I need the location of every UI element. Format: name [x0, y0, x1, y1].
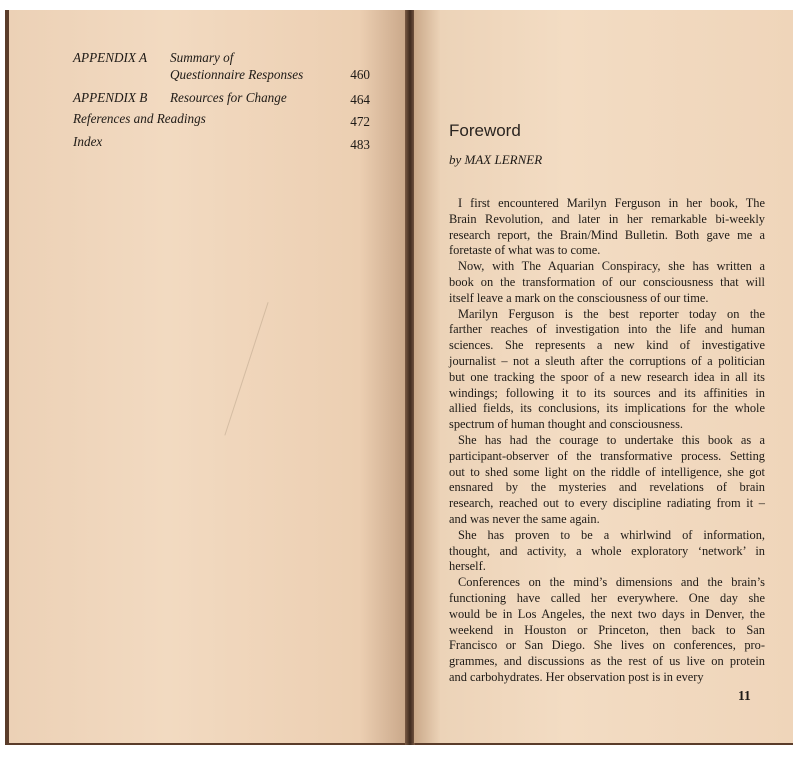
paragraph [449, 196, 765, 259]
paragraph [449, 528, 765, 575]
text-line: She has proven to be a whirlwind of information, [458, 527, 765, 542]
text-line: windings; following it to its sources and its affinities in [449, 385, 765, 400]
page-number: 11 [738, 688, 751, 703]
contents-entry-label: Questionnaire Responses [170, 67, 304, 82]
text-line: Francisco or San Diego. She lives on conferences, pro- [449, 638, 765, 653]
paragraph [449, 433, 765, 528]
paragraph [449, 307, 765, 433]
contents-entry-label: APPENDIX B [73, 90, 148, 105]
contents-entry-page: 472 [350, 114, 370, 129]
text-line: spectrum of human thought and consciousness. [449, 417, 684, 432]
contents-entry-page: 483 [350, 137, 370, 152]
byline: by MAX LERNER [449, 152, 543, 167]
text-line: sciences. She represents a new kind of investigative [449, 338, 765, 353]
left-page [9, 10, 407, 743]
text-line: farther reaches of investigation into the life and human [449, 322, 765, 337]
contents-entry-page: 464 [350, 92, 370, 107]
page-crease [224, 302, 306, 448]
text-line: thought, and activity, a whole exploratory ‘network’ in [449, 543, 765, 558]
foreword-body [449, 196, 765, 686]
text-line: Brain Revolution, and later in her remarkable bi-weekly [449, 211, 765, 226]
text-line: Marilyn Ferguson is the best reporter today on the [458, 306, 765, 321]
page-title: Foreword [449, 121, 521, 140]
text-line: Conferences on the mind’s dimensions and the brain’s [458, 575, 765, 590]
text-line: book on the transformation of our consciousness that will [449, 274, 765, 289]
text-line: functioning have called her everywhere. One day she [449, 590, 765, 605]
text-line: grammes, and discussions as the rest of us live on protein [449, 654, 765, 669]
text-line: ensnared by the mysteries and revelations of brain [449, 480, 765, 495]
contents-entry-label: APPENDIX A [73, 50, 148, 65]
contents-entry-label: Summary of [170, 50, 234, 65]
text-line: journalist – not a sleuth after the corruptions of a politician [449, 353, 765, 368]
text-line: She has had the courage to undertake this book as a [458, 432, 765, 447]
text-line: research report, the Brain/Mind Bulletin. Both gave me a [449, 227, 765, 242]
paragraph [449, 575, 765, 686]
text-line: would be in Los Angeles, the next two days in Denver, the [449, 606, 765, 621]
contents-entry-label: References and Readings [73, 111, 206, 126]
contents-entry-label: Resources for Change [170, 90, 287, 105]
contents-entry-label: Index [73, 134, 103, 149]
contents-entry-page: 460 [350, 67, 370, 82]
text-line: Now, with The Aquarian Conspiracy, she has written a [458, 259, 765, 274]
text-line: participant-observer of the transformative process. Setting [449, 448, 765, 463]
text-line: herself. [449, 559, 486, 574]
text-line: and carbohydrates. Her observation post is in every [449, 669, 704, 684]
text-line: allied fields, its conclusions, its implications for the whole [449, 401, 765, 416]
paragraph [449, 259, 765, 306]
text-line: weekend in Houston or Princeton, then back to San [449, 622, 765, 637]
text-line: I first encountered Marilyn Ferguson in her book, The [458, 196, 765, 210]
text-line: itself leave a mark on the consciousness of our time. [449, 290, 709, 305]
text-line: out to shed some light on the riddle of intelligence, she got [449, 464, 765, 479]
text-line: research, reached out to every discipline radiating from it – [449, 496, 765, 511]
text-line: and was never the same again. [449, 511, 600, 526]
text-line: foretaste of what was to come. [449, 243, 601, 258]
text-line: but one tracking the spoor of a new research idea in all its [449, 369, 765, 384]
